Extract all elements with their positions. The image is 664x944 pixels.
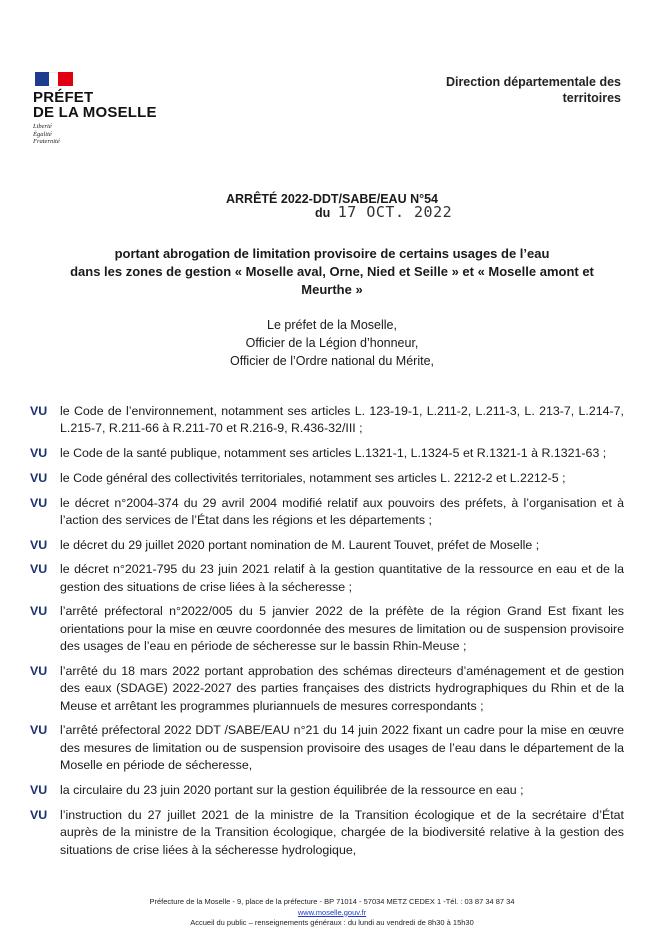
vu-label: VU xyxy=(30,470,48,485)
vu-text: l’arrêté préfectoral n°2022/005 du 5 janvier 2022 de la préfète de la région Grand Est fixant les orientations pour la mise en œuvre coordonnée des mesures de limitation ou de suspension provisoire des usages de l’eau en période de sécheresse sur le bassin Rhin-Meuse ; xyxy=(60,604,624,654)
vu-item xyxy=(30,495,624,530)
footer-hours: Accueil du public – renseignements généraux : du lundi au vendredi de 8h30 à 15h30 xyxy=(190,918,474,927)
vu-item xyxy=(30,722,624,774)
page-footer xyxy=(0,897,664,929)
title-line-3: Officier de l’Ordre national du Mérite, xyxy=(229,354,435,368)
object-line-3: Meurthe » xyxy=(301,282,363,297)
vu-item xyxy=(30,403,624,438)
date-prefix: du xyxy=(315,206,331,220)
prefet-logo xyxy=(33,72,157,146)
direction-header xyxy=(446,74,621,106)
footer-address: Préfecture de la Moselle - 9, place de la préfecture - BP 71014 - 57034 METZ CEDEX 1 -Tél. : 03 87 34 87 34 xyxy=(149,897,515,906)
vu-text: le Code de la santé publique, notamment ses articles L.1321-1, L.1324-5 et R.1321-1 à R.1321-63 ; xyxy=(60,446,607,461)
logo-line-prefet: PRÉFET xyxy=(33,89,94,106)
vu-text: le décret n°2021-795 du 23 juin 2021 relatif à la gestion quantitative de la ressource en eau et de la gestion des situations de crise liées à la sécheresse ; xyxy=(60,562,624,594)
vu-item xyxy=(30,782,624,799)
logo-line-moselle: DE LA MOSELLE xyxy=(33,104,157,121)
vu-list xyxy=(30,403,624,866)
vu-text: l’instruction du 27 juillet 2021 de la ministre de la Transition écologique et de la secrétaire d’État auprès de la ministre de la Transition écologique, chargée de la biodiversité relative à la gestion des situations de crise liées à la sécheresse hydrologique, xyxy=(60,807,624,857)
vu-label: VU xyxy=(30,446,48,461)
vu-item xyxy=(30,603,624,655)
title-line-2: Officier de la Légion d’honneur, xyxy=(245,336,419,350)
direction-line-2: territoires xyxy=(562,91,621,105)
title-line-1: Le préfet de la Moselle, xyxy=(267,318,397,332)
direction-line-1: Direction départementale des xyxy=(445,75,621,89)
vu-text: le décret du 29 juillet 2020 portant nomination de M. Laurent Touvet, préfet de Moselle ; xyxy=(60,537,540,552)
date-stamp: 17 OCT. 2022 xyxy=(337,203,453,221)
arrete-number: ARRÊTÉ 2022-DDT/SABE/EAU N°54 xyxy=(226,192,438,206)
arrete-date xyxy=(315,203,452,221)
vu-text: l’arrêté préfectoral 2022 DDT /SABE/EAU n°21 du 14 juin 2022 fixant un cadre pour la mise en œuvre des mesures de limitation ou de suspension provisoire des usages de l’eau dans le département de la Moselle en période de sécheresse, xyxy=(60,723,624,773)
vu-item xyxy=(30,537,624,554)
vu-item xyxy=(30,663,624,715)
vu-label: VU xyxy=(30,604,48,619)
vu-label: VU xyxy=(30,562,48,577)
vu-label: VU xyxy=(30,807,48,822)
vu-item xyxy=(30,445,624,462)
vu-text: le décret n°2004-374 du 29 avril 2004 modifié relatif aux pouvoirs des préfets, à l’organisation et à l’action des services de l’État dans les régions et les départements ; xyxy=(60,495,624,527)
vu-item xyxy=(30,470,624,487)
vu-label: VU xyxy=(30,537,48,552)
object-line-2: dans les zones de gestion « Moselle aval, Orne, Nied et Seille » et « Moselle amont et xyxy=(70,264,594,279)
vu-text: la circulaire du 23 juin 2020 portant sur la gestion équilibrée de la ressource en eau ; xyxy=(60,782,524,797)
devise-fraternite: Fraternité xyxy=(33,138,60,145)
vu-item xyxy=(30,807,624,859)
vu-label: VU xyxy=(30,723,48,738)
object-line-1: portant abrogation de limitation provisoire de certains usages de l’eau xyxy=(114,246,550,261)
vu-label: VU xyxy=(30,663,48,678)
vu-text: l’arrêté du 18 mars 2022 portant approbation des schémas directeurs d’aménagement et de gestion des eaux (SDAGE) 2022-2027 des parties françaises des districts hydrographiques du Rhin et de la Meuse et arrêtant les programmes pluriannuels de mesures correspondants ; xyxy=(60,663,624,713)
vu-label: VU xyxy=(30,495,48,510)
devise-liberte: Liberté xyxy=(33,123,52,130)
vu-item xyxy=(30,561,624,596)
french-flag-icon xyxy=(35,72,73,86)
vu-label: VU xyxy=(30,782,48,797)
prefet-titles xyxy=(0,316,664,370)
devise xyxy=(33,123,157,146)
footer-website-link[interactable]: www.moselle.gouv.fr xyxy=(297,907,367,917)
vu-text: le Code de l’environnement, notamment ses articles L. 123-19-1, L.211-2, L.211-3, L. 213-7, L.214-7, L.215-7, R.211-66 à R.211-70 et R.216-9, R.436-32/III ; xyxy=(60,404,624,436)
devise-egalite: Égalité xyxy=(33,130,52,138)
vu-label: VU xyxy=(30,404,48,418)
arrete-object xyxy=(40,245,624,299)
vu-text: le Code général des collectivités territoriales, notamment ses articles L. 2212-2 et L.2212-5 ; xyxy=(60,470,566,485)
